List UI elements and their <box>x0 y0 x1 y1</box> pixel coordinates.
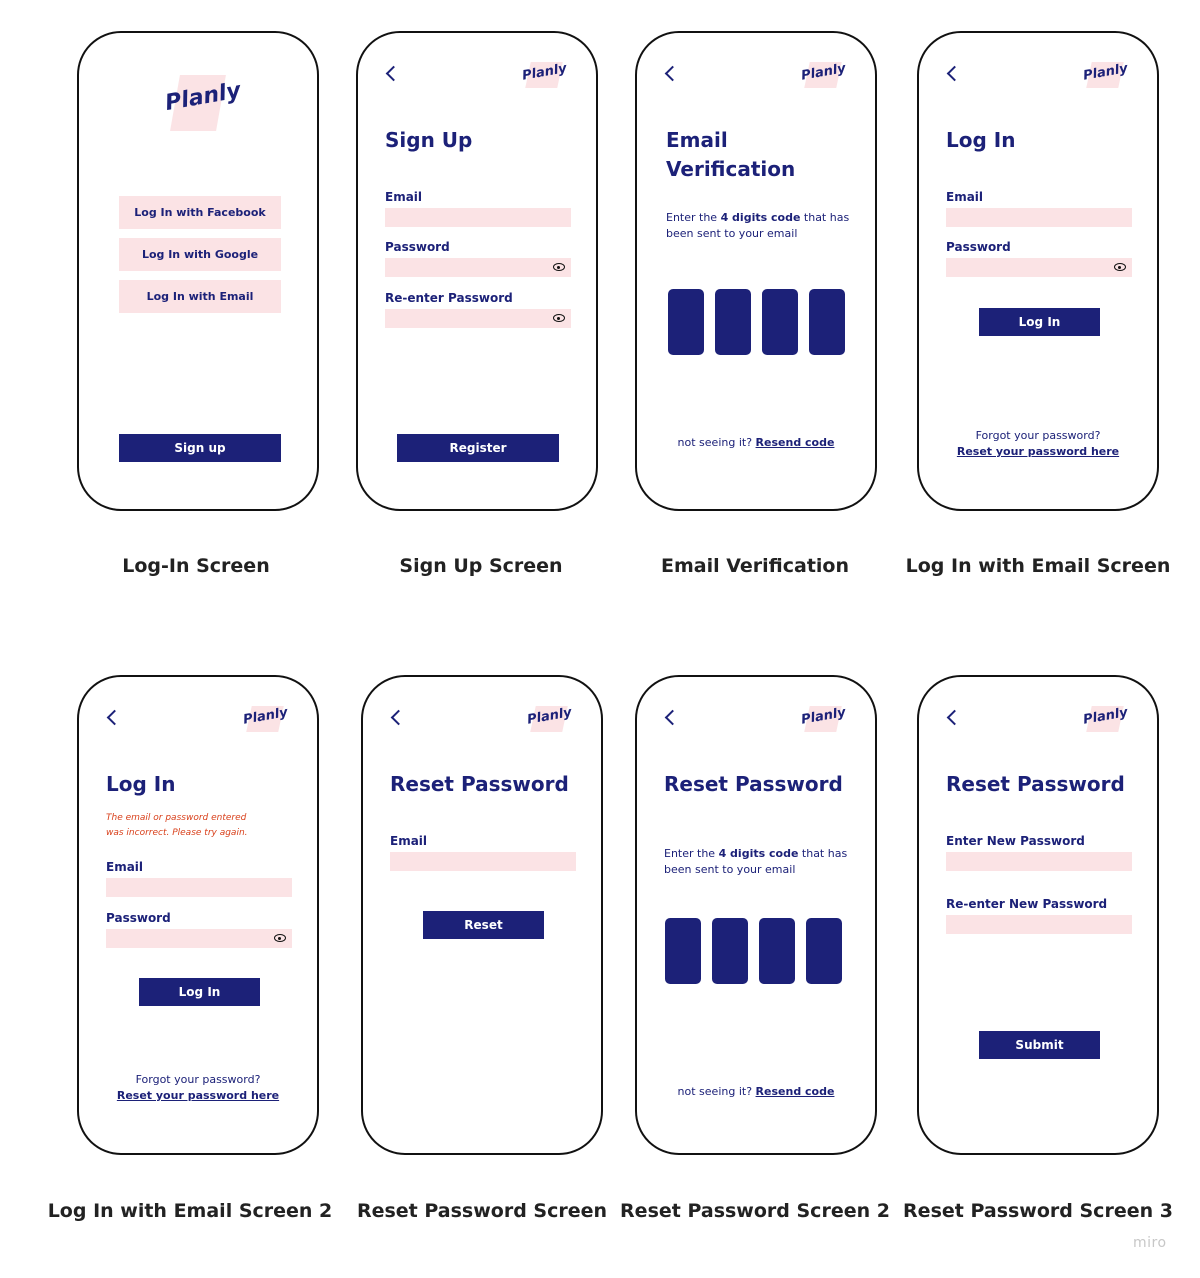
forgot-password-text: Forgot your password? <box>135 1073 261 1086</box>
miro-watermark: miro <box>1133 1235 1167 1251</box>
page-title: Sign Up <box>385 128 473 152</box>
planly-logo: Planly <box>527 705 571 731</box>
password-label: Password <box>106 911 171 925</box>
caption-reset-1: Reset Password Screen <box>356 1200 608 1222</box>
planly-logo: Planly <box>1083 705 1127 731</box>
email-label: Email <box>385 190 423 204</box>
reenter-password-field[interactable] <box>385 309 571 328</box>
reset-password-new-screen <box>917 675 1159 1155</box>
caption-reset-3: Reset Password Screen 3 <box>903 1200 1173 1222</box>
new-password-field[interactable] <box>946 852 1132 871</box>
planly-logo: Planly <box>243 705 287 731</box>
back-arrow-icon[interactable] <box>386 66 402 82</box>
password-label: Password <box>385 240 450 254</box>
login-button[interactable]: Log In <box>979 308 1100 336</box>
page-title: Reset Password <box>664 772 843 796</box>
reenter-new-password-label: Re-enter New Password <box>946 897 1108 911</box>
reset-password-code-screen <box>635 675 877 1155</box>
password-field[interactable] <box>385 258 571 277</box>
back-arrow-icon[interactable] <box>665 710 681 726</box>
reenter-password-label: Re-enter Password <box>385 291 513 305</box>
planly-logo: Planly <box>1083 61 1127 87</box>
password-field[interactable] <box>946 258 1132 277</box>
reset-password-screen <box>361 675 603 1155</box>
email-label: Email <box>106 860 144 874</box>
back-arrow-icon[interactable] <box>391 710 407 726</box>
verification-instructions: Enter the 4 digits code that has been sent to your email <box>664 847 848 876</box>
back-arrow-icon[interactable] <box>947 66 963 82</box>
back-arrow-icon[interactable] <box>665 66 681 82</box>
forgot-password-text: Forgot your password? <box>975 429 1101 442</box>
new-password-label: Enter New Password <box>946 834 1085 848</box>
password-label: Password <box>946 240 1011 254</box>
submit-button[interactable]: Submit <box>979 1031 1100 1059</box>
planly-logo: Planly <box>165 75 237 127</box>
reset-password-link[interactable]: Reset your password here <box>116 1089 280 1102</box>
code-digit-box[interactable] <box>668 289 704 355</box>
eye-icon[interactable] <box>1114 263 1126 271</box>
email-field[interactable] <box>946 208 1132 227</box>
password-field[interactable] <box>106 929 292 948</box>
email-login-error-screen <box>77 675 319 1155</box>
eye-icon[interactable] <box>553 263 565 271</box>
caption-login: Log-In Screen <box>122 555 270 577</box>
page-title: Reset Password <box>946 772 1125 796</box>
caption-reset-2: Reset Password Screen 2 <box>620 1200 890 1222</box>
code-digit-box[interactable] <box>715 289 751 355</box>
resend-row: not seeing it? Resend code <box>677 1085 835 1098</box>
page-title: Log In <box>106 772 176 796</box>
resend-row: not seeing it? Resend code <box>677 436 835 449</box>
planly-logo: Planly <box>801 705 845 731</box>
signup-screen <box>356 31 598 511</box>
eye-icon[interactable] <box>274 934 286 942</box>
code-digit-box[interactable] <box>712 918 748 984</box>
reset-button[interactable]: Reset <box>423 911 544 939</box>
reset-password-link[interactable]: Reset your password here <box>956 445 1120 458</box>
page-title: Log In <box>946 128 1016 152</box>
back-arrow-icon[interactable] <box>947 710 963 726</box>
code-digit-box[interactable] <box>759 918 795 984</box>
caption-email-login-2: Log In with Email Screen 2 <box>47 1200 333 1222</box>
reenter-new-password-field[interactable] <box>946 915 1132 934</box>
error-message: The email or password entered was incorrect. Please try again. <box>106 813 248 838</box>
eye-icon[interactable] <box>553 314 565 322</box>
planly-logo: Planly <box>801 61 845 87</box>
caption-signup: Sign Up Screen <box>399 555 563 577</box>
planly-logo: Planly <box>522 61 566 87</box>
code-digit-box[interactable] <box>806 918 842 984</box>
register-button[interactable]: Register <box>397 434 559 462</box>
email-login-screen <box>917 31 1159 511</box>
signup-button[interactable]: Sign up <box>119 434 281 462</box>
login-button[interactable]: Log In <box>139 978 260 1006</box>
resend-code-link[interactable]: Resend code <box>755 436 835 449</box>
page-title: Reset Password <box>390 772 569 796</box>
caption-email-login: Log In with Email Screen <box>905 555 1171 577</box>
login-email-button[interactable]: Log In with Email <box>119 280 281 313</box>
code-digit-box[interactable] <box>762 289 798 355</box>
verification-instructions: Enter the 4 digits code that has been sent to your email <box>666 211 850 240</box>
email-field[interactable] <box>390 852 576 871</box>
page-title: Email Verification <box>666 128 796 181</box>
email-field[interactable] <box>106 878 292 897</box>
login-screen <box>77 31 319 511</box>
code-digit-box[interactable] <box>665 918 701 984</box>
email-verification-screen <box>635 31 877 511</box>
login-facebook-button[interactable]: Log In with Facebook <box>119 196 281 229</box>
back-arrow-icon[interactable] <box>107 710 123 726</box>
email-label: Email <box>390 834 428 848</box>
email-label: Email <box>946 190 984 204</box>
resend-code-link[interactable]: Resend code <box>755 1085 835 1098</box>
caption-verify: Email Verification <box>660 555 849 577</box>
login-google-button[interactable]: Log In with Google <box>119 238 281 271</box>
email-field[interactable] <box>385 208 571 227</box>
code-digit-box[interactable] <box>809 289 845 355</box>
